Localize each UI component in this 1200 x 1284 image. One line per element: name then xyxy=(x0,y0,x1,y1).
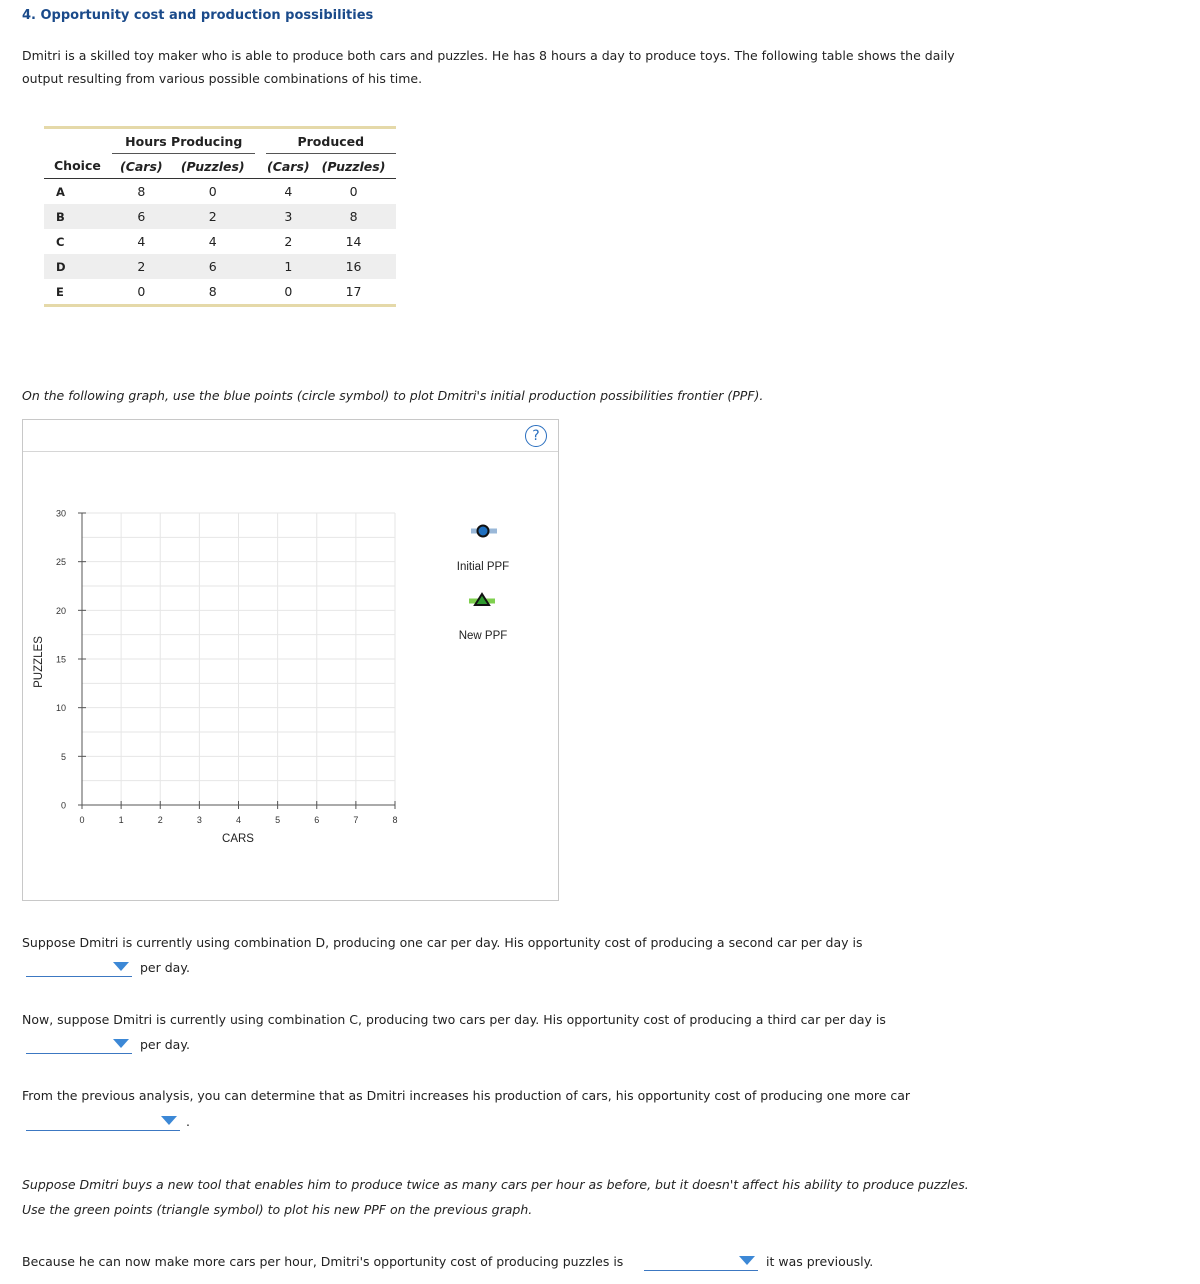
q4-prefix: Because he can now make more cars per hour, Dmitri's opportunity cost of producing puzzles is xyxy=(22,1254,624,1269)
q1-suffix: per day. xyxy=(140,960,190,975)
x-tick-label: 3 xyxy=(196,815,202,825)
header-choice: Choice xyxy=(44,154,112,179)
y-axis-label: PUZZLES xyxy=(33,636,45,688)
table-row: A 8 0 4 0 xyxy=(56,184,358,199)
initial-ppf-tool[interactable] xyxy=(457,526,509,574)
new-ppf-label: New PPF xyxy=(458,630,508,642)
header-hours-producing: Hours Producing xyxy=(112,129,255,154)
chevron-down-icon xyxy=(161,1116,177,1125)
chevron-down-icon xyxy=(113,1039,129,1048)
blue-circle-icon[interactable] xyxy=(478,526,489,537)
chevron-down-icon xyxy=(113,962,129,971)
header-produced: Produced xyxy=(266,129,396,154)
table-row: B 6 2 3 8 xyxy=(44,204,396,229)
q1-dropdown[interactable] xyxy=(26,958,132,977)
production-table xyxy=(44,126,396,307)
x-tick-label: 1 xyxy=(118,815,124,825)
intro-line-2: output resulting from various possible combinations of his time. xyxy=(22,71,423,86)
new-tool-line-2: Use the green points (triangle symbol) to plot his new PPF on the previous graph. xyxy=(22,1202,533,1217)
y-tick-label: 20 xyxy=(55,605,66,616)
graph-instruction: On the following graph, use the blue points (circle symbol) to plot Dmitri's initial production possibilities frontier (PPF). xyxy=(22,388,764,403)
q4-dropdown[interactable] xyxy=(644,1252,758,1271)
header-produced-puzzles: (Puzzles) xyxy=(311,154,396,179)
x-tick-label: 7 xyxy=(353,815,359,825)
y-tick-label: 5 xyxy=(60,751,66,762)
y-tick-label: 15 xyxy=(55,654,66,665)
x-tick-label: 2 xyxy=(157,815,163,825)
help-icon[interactable]: ? xyxy=(525,425,547,447)
q3-text: From the previous analysis, you can determine that as Dmitri increases his production of cars, his opportunity cost of producing one more car xyxy=(22,1088,911,1103)
x-tick-label: 5 xyxy=(275,815,281,825)
y-tick-label: 25 xyxy=(55,557,66,568)
graph-panel xyxy=(22,419,559,901)
table-row: E 0 8 0 17 xyxy=(56,284,362,299)
q2-dropdown[interactable] xyxy=(26,1035,132,1054)
q4-suffix: it was previously. xyxy=(766,1254,874,1269)
table-row: C 4 4 2 14 xyxy=(56,234,362,249)
x-tick-label: 8 xyxy=(392,815,398,825)
grid xyxy=(82,513,395,805)
intro-line-1: Dmitri is a skilled toy maker who is able to produce both cars and puzzles. He has 8 hours a day to produce toys. The following table shows the daily xyxy=(22,48,955,63)
q3-dropdown[interactable] xyxy=(26,1112,180,1131)
initial-ppf-label: Initial PPF xyxy=(456,561,510,573)
header-produced-cars: (Cars) xyxy=(266,154,312,179)
question-title: 4. Opportunity cost and production possibilities xyxy=(22,8,374,23)
header-hours-cars: (Cars) xyxy=(112,154,170,179)
axes xyxy=(56,509,398,826)
y-tick-label: 30 xyxy=(55,508,66,519)
q2-text: Now, suppose Dmitri is currently using combination C, producing two cars per day. His opportunity cost of producing a third car per day is xyxy=(22,1012,886,1027)
new-ppf-tool[interactable] xyxy=(459,594,508,642)
chevron-down-icon xyxy=(739,1256,755,1265)
q2-suffix: per day. xyxy=(140,1037,190,1052)
x-axis-label: CARS xyxy=(222,833,254,845)
header-hours-puzzles: (Puzzles) xyxy=(170,154,255,179)
q3-suffix: . xyxy=(186,1114,190,1129)
x-tick-label: 4 xyxy=(235,815,242,825)
x-tick-label: 0 xyxy=(79,815,85,825)
y-tick-label: 10 xyxy=(55,703,66,714)
y-tick-label: 0 xyxy=(60,800,66,811)
x-tick-label: 6 xyxy=(314,815,320,825)
ppf-graph[interactable] xyxy=(23,420,558,900)
q1-text: Suppose Dmitri is currently using combination D, producing one car per day. His opportunity cost of producing a second car per day is xyxy=(22,935,863,950)
table-row: D 2 6 1 16 xyxy=(44,254,396,279)
new-tool-line-1: Suppose Dmitri buys a new tool that enables him to produce twice as many cars per hour as before, but it doesn't affect his ability to produce puzzles. xyxy=(22,1177,969,1192)
